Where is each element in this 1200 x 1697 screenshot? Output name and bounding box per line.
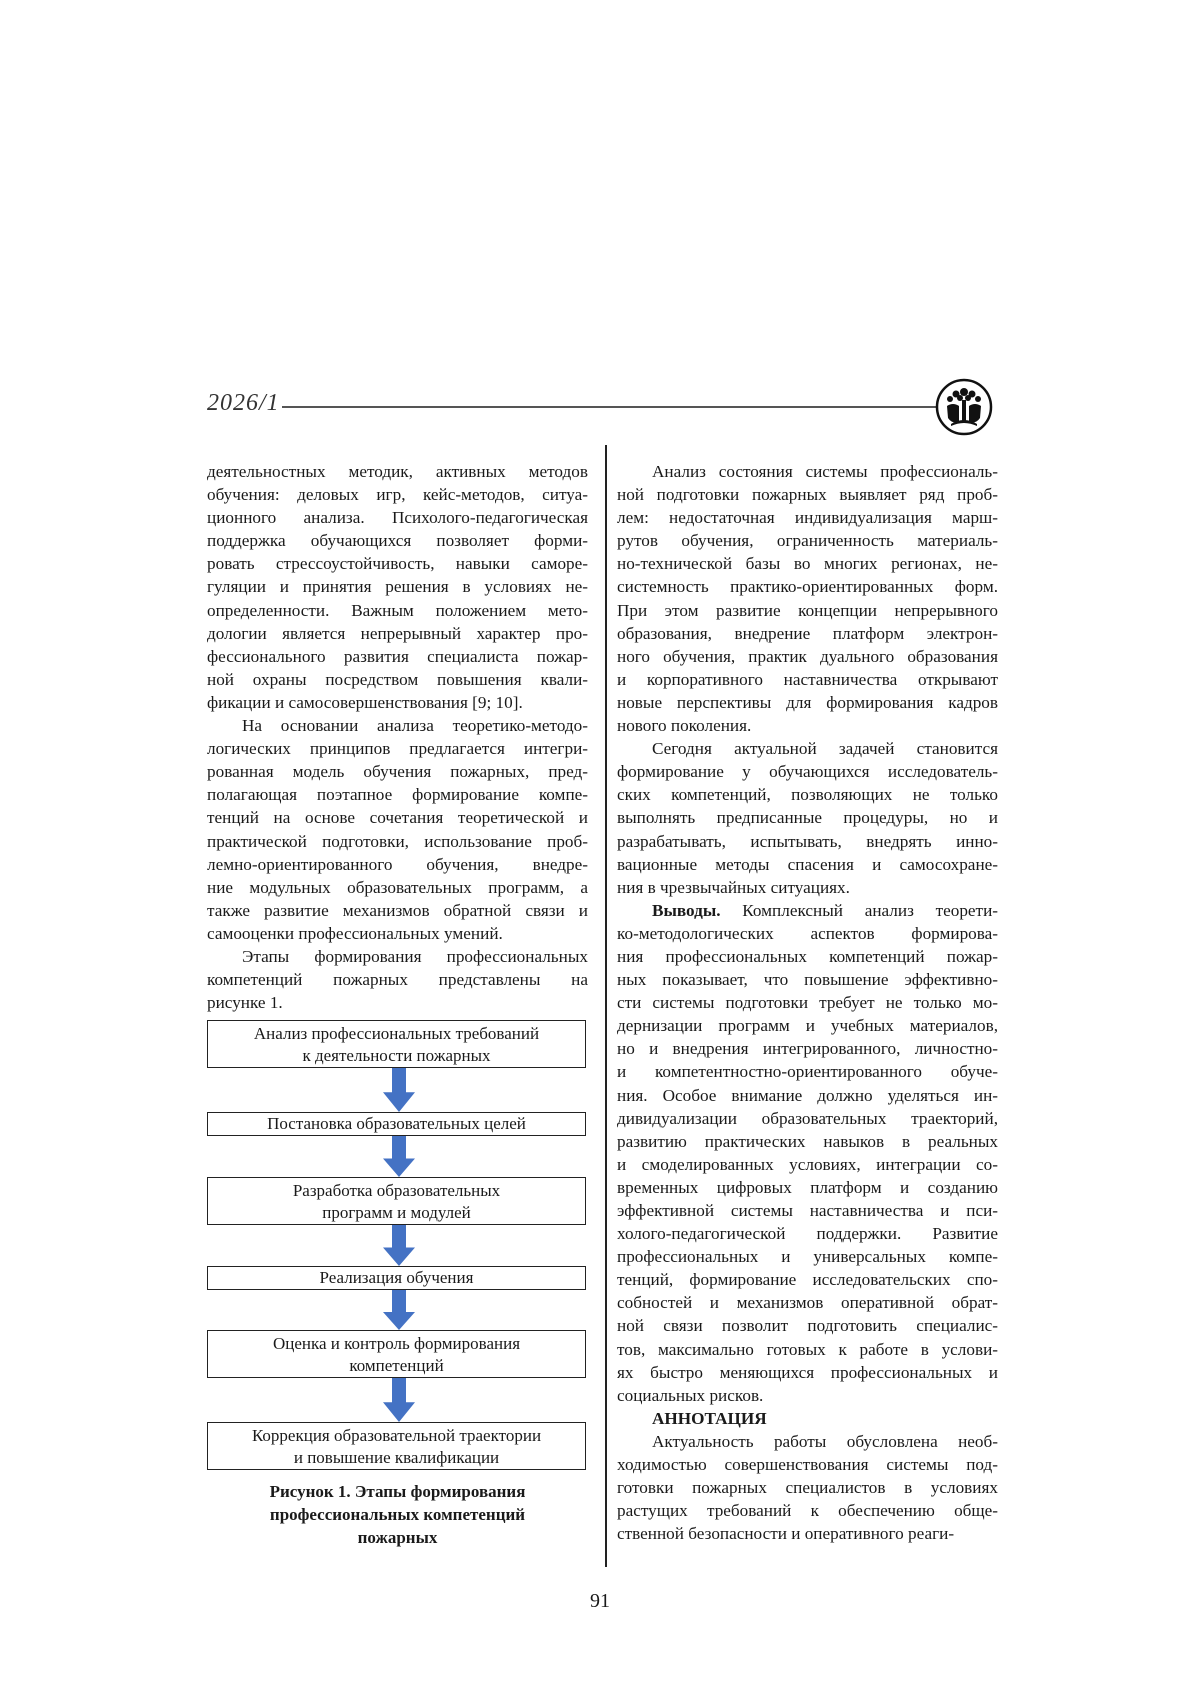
text-line: готовки пожарных специалистов в условиях [617, 1478, 998, 1498]
text-line: но и внедрения интегрированного, личностно- [617, 1039, 998, 1059]
text-line: ной подготовки пожарных выявляет ряд проб- [617, 485, 998, 505]
text-line: ния в чрезвычайных ситуациях. [617, 877, 850, 897]
down-arrow-icon [382, 1378, 416, 1422]
section-heading: АННОТАЦИЯ [652, 1408, 767, 1428]
page-number: 91 [590, 1590, 610, 1612]
text-line: ной охраны посредством повышения квали- [207, 669, 588, 689]
text-line: Анализ состояния системы профессиональ- [652, 462, 998, 481]
flowchart-step: Оценка и контроль формирования компетенций [207, 1330, 586, 1378]
text-line: дернизации программ и учебных материалов, [617, 1016, 998, 1036]
text-line: практической подготовки, использование проб- [207, 831, 588, 851]
text-line: самооценки профессиональных умений. [207, 923, 503, 943]
text-line: фикации и самосовершенствования [9; 10]. [207, 692, 523, 712]
text-line: тенций на основе сочетания теоретической и [207, 808, 588, 828]
text-line: определенности. Важным положением мето- [207, 600, 588, 620]
text-line: ние модульных образовательных программ, а [207, 877, 588, 897]
text-line: выполнять предписанные процедуры, но и [617, 808, 998, 828]
left-column [207, 460, 588, 1014]
text-line: ных показывает, что повышение эффективно- [617, 970, 998, 990]
header-rule [282, 406, 937, 408]
text-line: полагающая поэтапное формирование компе- [207, 785, 588, 805]
text-line: но-технической базы во многих регионах, не- [617, 554, 998, 574]
text-line: рисунке 1. [207, 993, 283, 1013]
flowchart-step: Разработка образовательных программ и модулей [207, 1177, 586, 1225]
text-line: обучения: деловых игр, кейс-методов, ситуа- [207, 485, 588, 505]
text-line: вационные методы спасения и самосохране- [617, 854, 998, 874]
text-line: На основании анализа теоретико-методо- [242, 716, 588, 736]
text-line: фессионального развития специалиста пожар- [207, 646, 588, 666]
text-line: компетенций пожарных представлены на [207, 970, 588, 990]
text-line: тов, максимально готовых к работе в услови- [617, 1339, 998, 1359]
down-arrow-icon [382, 1136, 416, 1177]
text-line: ходимостью совершенствования системы под- [617, 1455, 998, 1475]
text-line: ционного анализа. Психолого-педагогическая [207, 508, 588, 528]
text-line: и смоделированных условиях, интеграции со- [617, 1154, 998, 1174]
text-line: ко-методологических аспектов формирова- [617, 923, 998, 943]
text-line-rest: Комплексный анализ теорети- [720, 900, 998, 920]
text-line: ственной безопасности и оперативного реаги- [617, 1524, 955, 1544]
text-line: собностей и механизмов оперативной обрат- [617, 1293, 998, 1313]
text-line: развитию практических навыков в реальных [617, 1131, 998, 1151]
right-column [617, 460, 998, 1545]
tree-logo-icon [935, 378, 993, 436]
text-line: сти системы подготовки требует не только мо- [617, 993, 998, 1013]
flowchart-step: Анализ профессиональных требований к деятельности пожарных [207, 1020, 586, 1068]
text-line: эффективной системы наставничества и пси- [617, 1201, 998, 1220]
text-line: и компетентностно-ориентированного обуче- [617, 1062, 998, 1082]
text-line: ния профессиональных компетенций пожар- [617, 946, 998, 966]
text-line: рованная модель обучения пожарных, пред- [207, 762, 588, 782]
text-line: холого-педагогической поддержки. Развитие [617, 1224, 998, 1244]
text-line: нового поколения. [617, 716, 752, 736]
flowchart-step: Коррекция образовательной траектории и повышение квалификации [207, 1422, 586, 1470]
text-line: образования, внедрение платформ электрон- [617, 623, 998, 643]
text-line: ровать стрессоустойчивость, навыки саморе- [207, 554, 588, 574]
flowchart-step: Реализация обучения [207, 1266, 586, 1290]
text-line: рутов обучения, ограниченность материаль- [617, 531, 998, 551]
down-arrow-icon [382, 1225, 416, 1266]
down-arrow-icon [382, 1068, 416, 1112]
text-line: лемно-ориентированного обучения, внедре- [207, 854, 588, 874]
running-header-issue: 2026/1 [207, 390, 280, 416]
text-line: формирование у обучающихся исследователь- [617, 762, 998, 782]
text-line: социальных рисков. [617, 1385, 764, 1405]
text-line [617, 899, 998, 922]
flowchart-step: Постановка образовательных целей [207, 1112, 586, 1136]
text-line: дологии является непрерывный характер про- [207, 623, 588, 643]
text-line: поддержка обучающихся позволяет форми- [207, 531, 588, 551]
text-line: разрабатывать, испытывать, внедрять инно- [617, 831, 998, 851]
text-line: и корпоративного наставничества открывают [617, 669, 998, 689]
column-divider [605, 445, 607, 1567]
text-line: деятельностных методик, активных методов [207, 462, 588, 481]
journal-logo [935, 378, 993, 436]
text-line: Этапы формирования профессиональных [242, 946, 588, 966]
text-line: тенций, формирование исследовательских спо- [617, 1270, 998, 1290]
down-arrow-icon [382, 1290, 416, 1330]
text-line: временных цифровых платформ и созданию [617, 1177, 998, 1197]
text-line: ния. Особое внимание должно уделяться ин- [617, 1085, 998, 1105]
text-line: лем: недостаточная индивидуализация марш- [617, 508, 998, 528]
text-line: гуляции и принятия решения в условиях не- [207, 577, 588, 597]
text-line: профессиональных и универсальных компе- [617, 1247, 998, 1267]
text-line: растущих требований к обеспечению обще- [617, 1501, 998, 1521]
text-line: Актуальность работы обусловлена необ- [652, 1431, 998, 1451]
caption-line: пожарных [357, 1528, 438, 1547]
text-line: новые перспективы для формирования кадров [617, 692, 998, 712]
caption-line: Рисунок 1. Этапы формирования [269, 1482, 526, 1501]
text-line: дивидуализации образовательных траекторий, [617, 1108, 998, 1128]
figure-caption [207, 1480, 588, 1549]
text-line: ного обучения, практик дуального образования [617, 646, 998, 666]
text-line: логических принципов предлагается интегри- [207, 739, 588, 759]
text-line: системность практико-ориентированных форм. [617, 577, 998, 597]
text-line: ских компетенций, позволяющих не только [617, 785, 998, 805]
text-line: также развитие механизмов обратной связи и [207, 900, 588, 920]
text-line: ной связи позволит подготовить специалис- [617, 1316, 998, 1336]
text-line: При этом развитие концепции непрерывного [617, 600, 998, 620]
text-line: Сегодня актуальной задачей становится [652, 739, 998, 759]
lead-in-bold: Выводы. [652, 900, 721, 920]
caption-line: профессиональных компетенций [269, 1505, 526, 1524]
text-line: ях быстро меняющихся профессиональных и [617, 1362, 998, 1382]
